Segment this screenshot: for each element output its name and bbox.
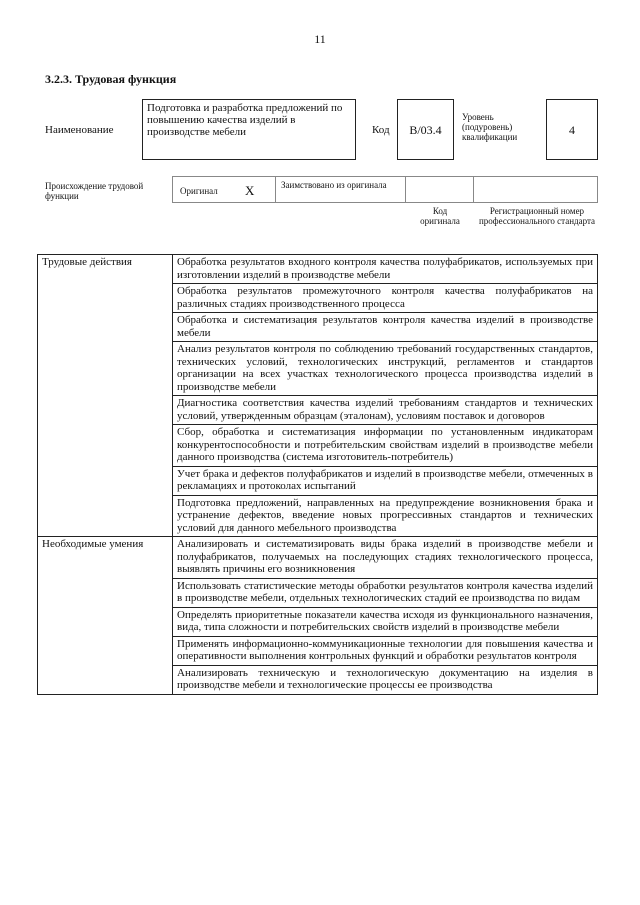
list-item: Использовать статистические методы обработки результатов контроля качества изделий в производстве мебели, отдельных технологических стадий ее производства по видам bbox=[173, 578, 597, 607]
code-original-label: Код оригинала bbox=[420, 206, 460, 226]
labor-actions-header: Трудовые действия bbox=[38, 255, 173, 537]
origin-label: Происхождение трудовой функции bbox=[45, 181, 144, 201]
level-box bbox=[546, 99, 598, 160]
divider bbox=[473, 177, 474, 202]
list-item: Определять приоритетные показатели качества исходя из функционального назначения, вида, типа сложности и потребительских свойств изделий в производстве мебели bbox=[173, 607, 597, 636]
original-mark: X bbox=[245, 183, 255, 198]
code-label: Код bbox=[372, 124, 390, 136]
labor-actions-list bbox=[173, 255, 598, 537]
function-name-value: Подготовка и разработка предложений по повышению качества изделий в производстве мебели bbox=[147, 102, 343, 138]
list-item: Применять информационно-коммуникационные технологии для повышения качества и оперативности выполнения контрольных функций и обработки результатов контроля bbox=[173, 636, 597, 665]
skills-row bbox=[38, 537, 598, 695]
page-number: 11 bbox=[314, 32, 326, 46]
level-value: 4 bbox=[569, 123, 575, 137]
list-item: Подготовка предложений, направленных на предупреждение возникновения брака и устранение дефектов, введение новых прогрессивных стандартов и технических условий для данного мебельного производства bbox=[173, 495, 597, 537]
skills-list bbox=[173, 537, 598, 695]
list-item: Обработка и систематизация результатов контроля качества изделий в производстве мебели bbox=[173, 312, 597, 341]
reg-number-label: Регистрационный номер профессионального стандарта bbox=[478, 206, 596, 226]
code-box bbox=[397, 99, 454, 160]
function-table bbox=[37, 254, 598, 695]
origin-grid bbox=[172, 176, 598, 203]
list-item: Диагностика соответствия качества изделий требованиям стандартов и технических условий, утвержденным образцам (эталонам), условиям поставок и договоров bbox=[173, 395, 597, 424]
list-item: Анализировать и систематизировать виды брака изделий в производстве мебели и полуфабрикатов, получаемых на последующих стадиях технологического процесса, выявлять причины его возникновения bbox=[177, 538, 593, 575]
name-label: Наименование bbox=[45, 124, 114, 136]
borrowed-label: Заимствовано из оригинала bbox=[281, 180, 387, 190]
original-label: Оригинал bbox=[180, 186, 218, 196]
function-name-box bbox=[142, 99, 356, 160]
level-label: Уровень (подуровень) квалификации bbox=[462, 112, 518, 142]
list-item: Анализ результатов контроля по соблюдению требований государственных стандартов, технических условий, технологических инструкций, регламентов и стандартов организации на всех участках технологического процесса производства изделий в производстве мебели bbox=[173, 341, 597, 395]
list-item: Обработка результатов входного контроля качества полуфабрикатов, используемых при изготовлении изделий в производстве мебели bbox=[177, 256, 593, 281]
list-item: Учет брака и дефектов полуфабрикатов и изделий в производстве мебели, отмеченных в рекламациях и протоколах испытаний bbox=[173, 466, 597, 495]
section-title: 3.2.3. Трудовая функция bbox=[45, 72, 177, 86]
divider bbox=[405, 177, 406, 202]
divider bbox=[275, 177, 276, 202]
list-item: Обработка результатов промежуточного контроля качества полуфабрикатов на различных стадиях производственного процесса bbox=[173, 283, 597, 312]
code-value: B/03.4 bbox=[409, 123, 442, 137]
list-item: Сбор, обработка и систематизация информации по установленным индикаторам конкурентоспособности и потребительским свойствам изделий в производстве мебели данного производства (система изготовитель-потребитель) bbox=[173, 424, 597, 466]
labor-actions-row bbox=[38, 255, 598, 537]
skills-header: Необходимые умения bbox=[38, 537, 173, 695]
list-item: Анализировать техническую и технологическую документацию на изделия в производстве мебели и технологические процессы ее производства bbox=[173, 665, 597, 694]
